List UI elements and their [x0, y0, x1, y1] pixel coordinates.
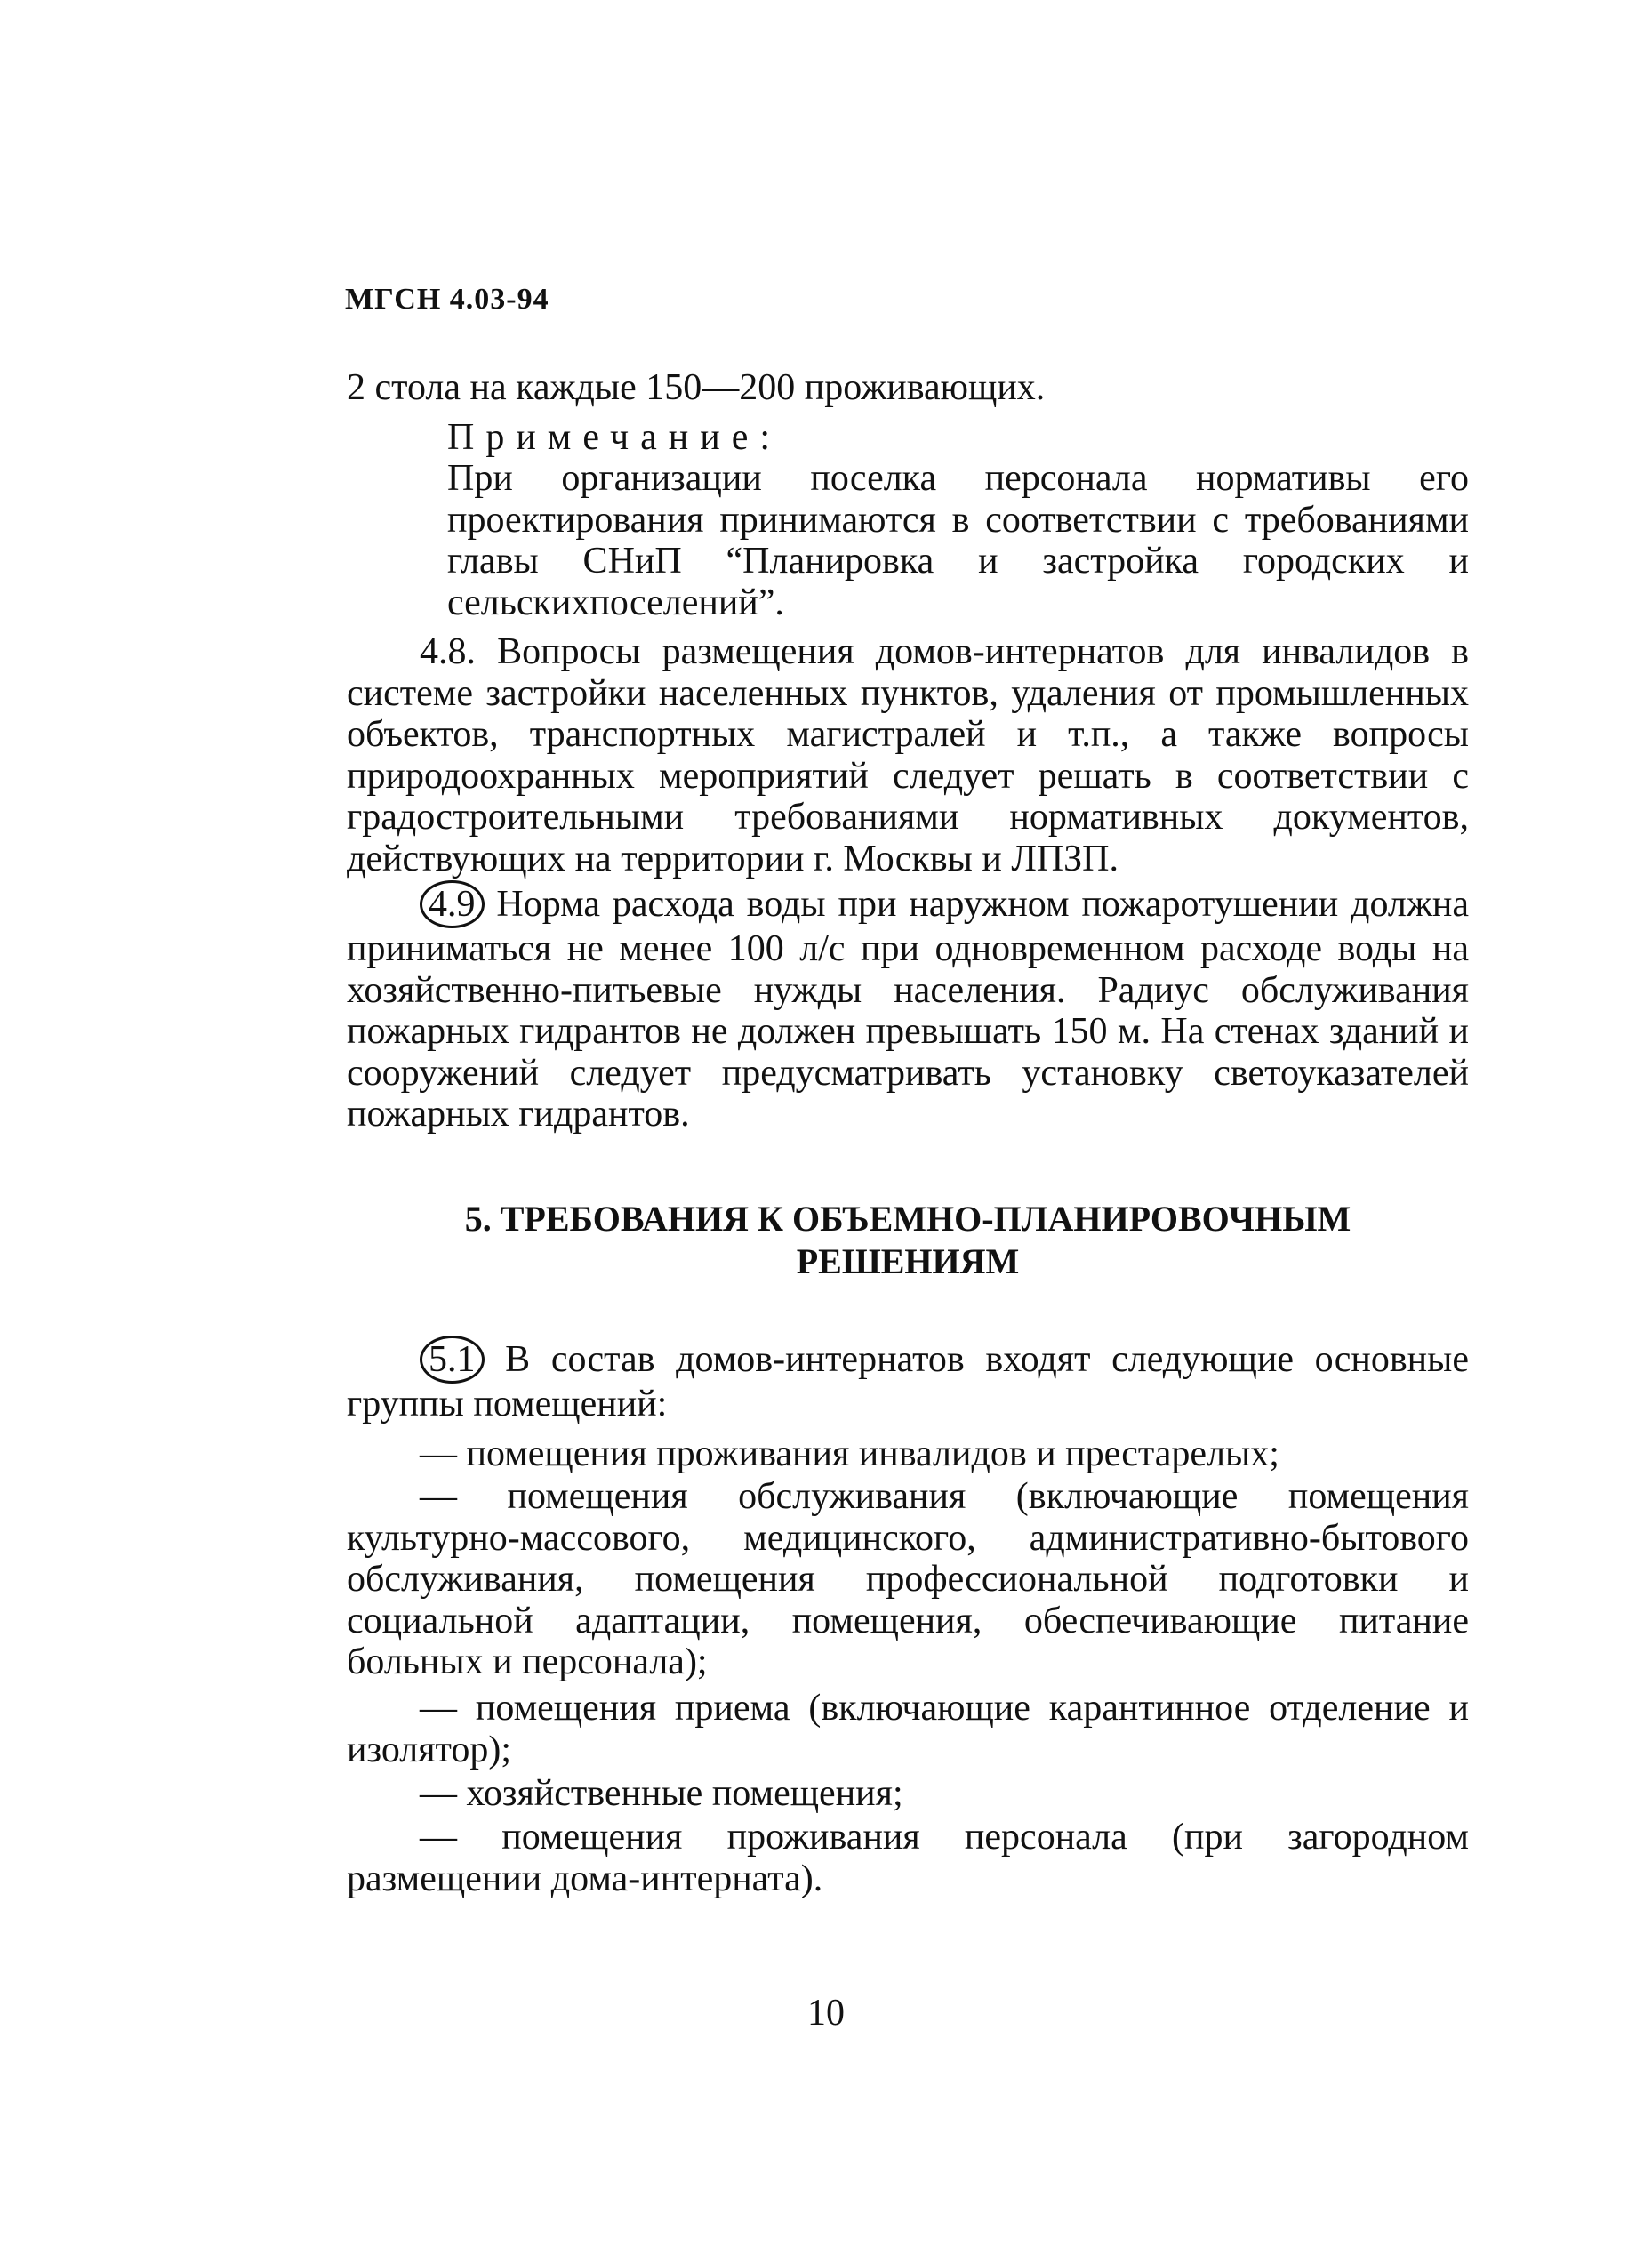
paragraph-4-8: 4.8. Вопросы размещения домов-интернатов для инвалидов в системе застройки населенных пунктов, удаления от промышленных объектов, транспортных магистралей и т.п., а также вопросы природоохранных мероприятий следует решать в соответствии с градостроительными требованиями нормативных документов, действующих на территории г. Москвы и ЛПЗП. — [347, 631, 1469, 879]
table-count-line: 2 стола на каждые 150—200 проживающих. — [347, 367, 1046, 408]
paragraph-4-9 — [347, 880, 1469, 1136]
page-number: 10 — [807, 1993, 845, 2034]
list-item: — помещения приема (включающие карантинное отделение и изолятор); — [347, 1688, 1469, 1770]
section-5-title — [347, 1198, 1469, 1283]
paragraph-5-1-text: В состав домов-интернатов входят следующие основные группы помещений: — [347, 1339, 1469, 1424]
circled-clause-number: 5.1 — [420, 1336, 485, 1384]
list-item: — помещения обслуживания (включающие помещения культурно-массового, медицинского, административно-бытового обслуживания, помещения профессиональной подготовки и социальной адаптации, помещения, обеспечивающие питание больных и персонала); — [347, 1476, 1469, 1682]
list-item: — помещения проживания инвалидов и престарелых; — [420, 1433, 1279, 1474]
circled-clause-number: 4.9 — [420, 880, 485, 928]
paragraph-4-9-text: Норма расхода воды при наружном пожаротушении должна приниматься не менее 100 л/с при одновременном расходе воды на хозяйственно-питьевые нужды населения. Радиус обслуживания пожарных гидрантов не должен превышать 150 м. На стенах зданий и сооружений следует предусматривать установку светоуказателей пожарных гидрантов. — [347, 884, 1469, 1135]
list-item: — хозяйственные помещения; — [420, 1773, 903, 1814]
note-heading: Примечание: — [447, 417, 782, 458]
section-5-title-line2: РЕШЕНИЯМ — [796, 1241, 1020, 1281]
document-code-header: МГСН 4.03-94 — [345, 283, 549, 316]
section-5-title-line1: 5. ТРЕБОВАНИЯ К ОБЪЕМНО-ПЛАНИРОВОЧНЫМ — [464, 1199, 1351, 1239]
list-item: — помещения проживания персонала (при загородном размещении дома-интерната). — [347, 1817, 1469, 1899]
note-text: При организации поселка персонала нормативы его проектирования принимаются в соответствии с требованиями главы СНиП “Планировка и застройка городских и сельскихпоселений”. — [447, 458, 1469, 623]
paragraph-5-1 — [347, 1336, 1469, 1425]
